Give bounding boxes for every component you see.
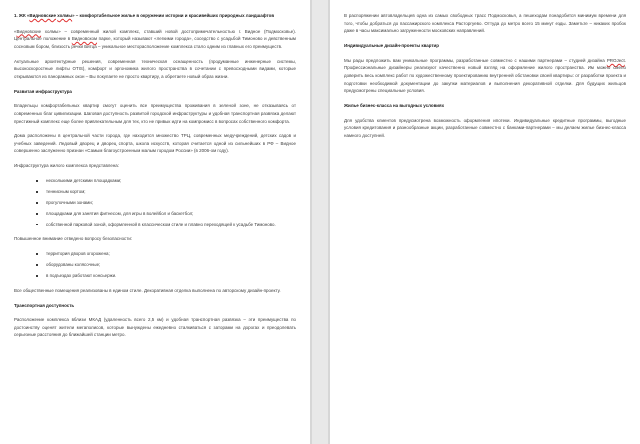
paragraph-city-center: Дома расположены в центральной части города, где находится множество ТРЦ, современных медучреждений, детских садов и учебных заведений. Ледовый дворец и дворец спорта, школа искусств, которая считается одной из сильнейших в РФ – Видное совершенно заслуженно признан «Самым благоустроенным малым городом России» (в 2006-ом году). xyxy=(14,133,296,154)
paragraph-infrastructure-intro: Инфраструктура жилого комплекса представлена: xyxy=(14,163,120,169)
spellcheck-word: холмы xyxy=(57,13,73,18)
page-separator xyxy=(310,0,330,444)
page-title: 1. ЖК «Видновские холмы» – комфортабельное жилье в окружении истории и красивейших природных ландшафтов xyxy=(14,13,275,18)
text-segment: . Профессиональные дизайнеры реализуют качественно новый взгляд на оформление жилого пространства. Им можно смело доверить весь комплекс работ по художественному проектированию внутренней обстановки своей квартиры: от разработки проекта и подготовки необходимой документации до закупки материалов и выполнения декоративной отделки. Для будущих жильцов предусмотрены специальные условия. xyxy=(344,57,626,94)
list-item: площадками для занятия фитнесом, для игры в волейбол и баскетбол; xyxy=(36,210,296,218)
paragraph-design-studio xyxy=(344,57,626,95)
document-page-right xyxy=(330,0,640,444)
spellcheck-word: Видновском xyxy=(71,36,98,42)
list-item: прогулочными зонами; xyxy=(36,199,296,207)
paragraph-common-areas: Все общественные помещения реализованы в едином стиле. Декоративная отделка выполнена по авторскому дизайн-проекту. xyxy=(14,287,281,293)
paragraph-roads: В распоряжении автовладельцев одна из самых свободных трасс Подмосковья, а пешеходам понадобится минимум времени для того, чтобы добраться до пассажирского комплекса Расторгуево. Оттуда до метро всего 15 минут езды. Заметьте – никаких пробок даже в часы максимально загруженности московских направлений. xyxy=(344,13,626,34)
paragraph-mortgage: Для удобства клиентов предусмотрена возможность оформления ипотеки. Индивидуальные кредитные программы, выгодные условия кредитования и разнообразные акции, разработанные совместно с банками-партнерами – мы делаем жилье бизнес-класса намного доступней. xyxy=(344,117,626,138)
bullet-list-security xyxy=(14,250,296,279)
list-item: территория дворов огорожена; xyxy=(36,250,296,258)
spellcheck-word: Видновские xyxy=(29,13,57,18)
paragraph-transport: Расположение комплекса вблизи МКАД (удаленность всего 2,5 км) и удобная транспортная развязка – эти преимущества по достоинству оценят жители мегаполисов, которые вынуждены ежедневно сталкиваться с заторами на дорогах и преодолевать серьезные расстояния до ближайшей станции метро. xyxy=(14,317,296,338)
subheading-infrastructure: Развитая инфраструктура xyxy=(14,88,72,94)
paragraph-security-intro: Повышенное внимание отведено вопросу безопасности: xyxy=(14,236,133,242)
paragraph-intro: «Видновские холмы» – современный жилой комплекс, ставший новой достопримечательностью г. Видное (Подмосковье). Центральное положение в Видновском парке, который называют «легкими города», соседство с усадьбой Тимоново и девственным сосновым бором, близость речки Битца – уникальное месторасположение комплекса стало одним из главных его преимуществ. xyxy=(14,28,296,49)
list-item: собственной парковой зоной, оформленной в классическом стиле и плавно переходящей к усадьбе Тимоново. xyxy=(36,221,296,229)
list-item: несколькими детскими площадками; xyxy=(36,177,296,185)
paragraph-architecture: Актуальные архитектурные решения, современная техническая оснащенность (продуманные инженерные системы, высокоскоростные лифты OTIS), комфорт и эргономика жилого пространства в сочетании с превосходными видами, которые открываются из панорамных окон – Вы покупаете не просто квартиру, а обретаете новый образ жизни. xyxy=(14,58,296,79)
bullet-list-infrastructure xyxy=(14,177,296,228)
list-item: теннисным кортом; xyxy=(36,188,296,196)
list-item: оборудованы колясочные; xyxy=(36,261,296,269)
text-segment: Мы рады предложить вам уникальные программы, разработанные совместно с нашими партнерами – студией дизайна xyxy=(344,57,607,63)
subheading-transport: Транспортная доступность xyxy=(14,302,75,308)
paragraph-green-zone: Владельцы комфортабельных квартир смогут оценить все преимущества проживания в зеленой зоне, не отказываясь от современных благ цивилизации. Шаговая доступность развитой городской инфраструктуры и удобная транспортная развязка делают престижный комплекс еще более привлекательным для тех, кто не привык идти на компромисс в вопросах собственного комфорта. xyxy=(14,103,296,124)
document-page-left xyxy=(0,0,310,444)
page-right-content xyxy=(344,12,626,139)
page-left-content xyxy=(14,12,296,339)
subheading-business-class: Жилье бизнес-класса на выгодных условиях xyxy=(344,102,445,108)
list-item: в подъездах работают консьержи. xyxy=(36,272,296,280)
spellcheck-word: Видновские xyxy=(16,28,42,34)
spellcheck-word-brand: PROJect xyxy=(606,57,625,63)
subheading-design-projects: Индивидуальные дизайн-проекты квартир xyxy=(344,42,439,48)
